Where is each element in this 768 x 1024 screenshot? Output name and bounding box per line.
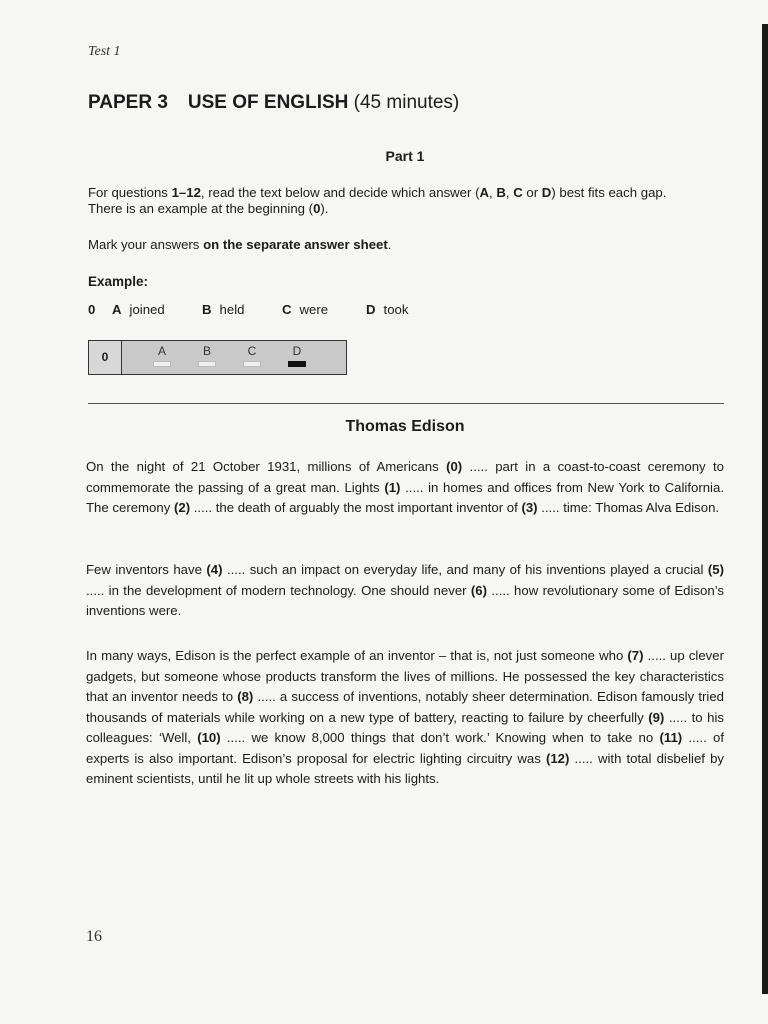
example-label: Example: <box>88 274 149 289</box>
running-header: Test 1 <box>88 44 121 59</box>
mark-emphasis: on the separate answer sheet <box>203 237 388 252</box>
gap-9: (9) <box>648 709 665 725</box>
option-letter: D <box>366 302 376 317</box>
question-range: 1–12 <box>171 185 201 200</box>
instr-sep: , <box>505 185 514 200</box>
part-heading: Part 1 <box>385 148 425 164</box>
answer-letter: D <box>292 344 302 358</box>
instr-sep: , <box>489 185 497 200</box>
page-edge-shadow <box>762 24 768 994</box>
option-word: joined <box>129 302 165 317</box>
passage-text: ..... in homes and offices from New York to California. The ceremony <box>86 479 724 515</box>
paragraph-3 <box>86 646 724 790</box>
passage-text: ..... with total disbelief by eminent scientists, until he lit up whole streets with his lights. <box>86 750 724 786</box>
gap-7: (7) <box>627 648 644 663</box>
option-word: took <box>383 302 409 317</box>
passage-text: ..... we know 8,000 things that don’t work.’ Knowing when to take no <box>220 730 660 745</box>
passage-text: ..... how revolutionary some of Edison’s inventions were. <box>86 582 724 618</box>
passage-text: ..... a success of inventions, notably sheer determination. Edison famously tried thousands of materials while working on a new type of battery, reacting to failure by cheerfully <box>86 689 724 725</box>
instructions <box>88 185 738 217</box>
gap-11: (11) <box>659 730 683 745</box>
answer-sheet-number: 0 <box>89 341 122 374</box>
gap-6: (6) <box>470 582 488 598</box>
option-letter: D <box>541 185 552 200</box>
answer-option-a <box>151 344 173 367</box>
answer-mark-selected <box>288 361 306 367</box>
gap-2: (2) <box>173 500 191 515</box>
gap-8: (8) <box>237 689 254 704</box>
answer-sheet-instruction <box>88 237 391 252</box>
option-letter: B <box>202 302 212 317</box>
passage-text: On the night of 21 October 1931, millions of Americans <box>86 459 447 474</box>
gap-4: (4) <box>206 562 223 577</box>
answer-option-b <box>196 344 218 367</box>
option-letter: C <box>513 185 523 200</box>
instr-text: , read the text below and decide which answer ( <box>200 185 480 200</box>
option-letter: A <box>112 302 122 317</box>
gap-12: (12) <box>545 750 570 766</box>
passage-text: ..... up clever gadgets, but someone whose products transform the lives of millions. He possessed the key characteristics that an inventor needs to <box>86 648 724 704</box>
answer-letter: A <box>157 344 166 358</box>
passage-text: ..... time: Thomas Alva Edison. <box>537 500 720 515</box>
paper-duration: (45 minutes) <box>353 92 460 113</box>
page-number: 16 <box>86 928 102 945</box>
instr-sep: or <box>522 185 542 200</box>
paragraph-2 <box>86 560 724 622</box>
mark-text: Mark your answers <box>88 237 204 252</box>
passage-text: ..... such an impact on everyday life, and many of his inventions played a crucial <box>222 562 708 577</box>
paper-name: USE OF ENGLISH <box>187 92 349 113</box>
passage-text: In many ways, Edison is the perfect example of an inventor – that is, not just someone who <box>86 648 628 663</box>
option-word: held <box>219 302 245 317</box>
paper-title <box>88 92 459 114</box>
instr-text: ) best fits each gap. <box>551 185 667 200</box>
example-number: 0 <box>88 302 96 317</box>
passage-title: Thomas Edison <box>345 418 465 435</box>
gap-5: (5) <box>707 562 724 577</box>
instr-text: There is an example at the beginning ( <box>88 201 314 216</box>
divider <box>88 403 724 404</box>
gap-3: (3) <box>521 500 538 515</box>
instr-text: For questions <box>88 185 172 200</box>
option-word: were <box>299 302 329 317</box>
gap-10: (10) <box>197 730 221 745</box>
answer-option-d <box>286 344 308 367</box>
answer-letter: B <box>202 344 211 358</box>
paper-label: PAPER 3 <box>88 92 168 113</box>
gap-0: (0) <box>446 459 463 474</box>
passage-text: ..... part in a coast-to-coast ceremony to commemorate the passing of a great man. Lights <box>86 459 724 495</box>
passage-text: ..... of experts is also important. Edison’s proposal for electric lighting circuitry was <box>86 730 724 766</box>
answer-mark <box>153 361 171 367</box>
example-answer-sheet <box>88 340 347 375</box>
example-options <box>88 302 408 317</box>
answer-mark <box>198 361 216 367</box>
mark-text: . <box>387 237 392 252</box>
passage-text: Few inventors have <box>86 562 207 577</box>
answer-option-c <box>241 344 263 367</box>
example-ref: 0 <box>313 201 321 216</box>
instr-text: ). <box>320 201 329 216</box>
paragraph-1 <box>86 457 724 519</box>
option-letter: A <box>479 185 489 200</box>
option-letter: B <box>496 185 506 200</box>
passage-text: ..... to his colleagues: ‘Well, <box>86 709 724 745</box>
answer-letter: C <box>247 344 257 358</box>
passage-text: ..... the death of arguably the most important inventor of <box>190 500 522 515</box>
option-letter: C <box>282 302 292 317</box>
passage-text: ..... in the development of modern technology. One should never <box>86 582 471 598</box>
gap-1: (1) <box>384 479 401 495</box>
answer-mark <box>243 361 261 367</box>
